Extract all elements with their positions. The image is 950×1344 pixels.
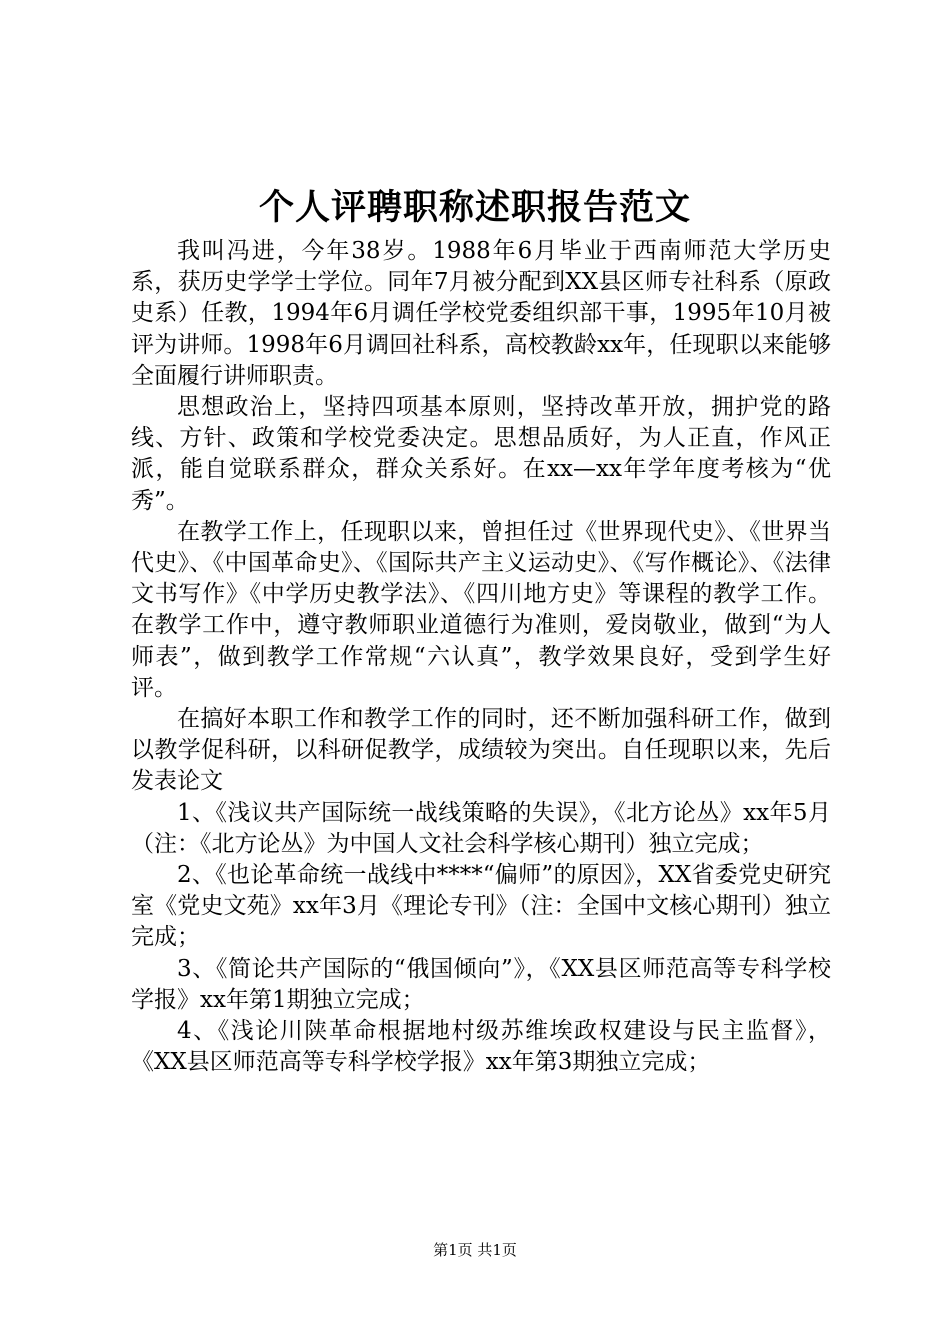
document-body xyxy=(131,236,831,1078)
paper-item-2: 2、《也论革命统一战线中****“偏师”的原因》，XX省委党史研究室《党史文苑》xx年3月《理论专刊》（注：全国中文核心期刊）独立完成； xyxy=(131,862,831,951)
paragraph-intro: 我叫冯进，今年38岁。1988年6月毕业于西南师范大学历史系，获历史学学士学位。同年7月被分配到XX县区师专社科系（原政史系）任教，1994年6月调任学校党委组织部干事，1995年10月被评为讲师。1998年6月调回社科系，高校教龄xx年，任现职以来能够全面履行讲师职责。 xyxy=(131,238,831,389)
document-title: 个人评聘职称述职报告范文 xyxy=(258,187,691,228)
page-footer: 第1页 共1页 xyxy=(433,1241,517,1259)
paragraph-research: 在搞好本职工作和教学工作的同时，还不断加强科研工作，做到以教学促科研，以科研促教学，成绩较为突出。自任现职以来，先后发表论文 xyxy=(131,706,831,795)
paragraph-political: 思想政治上，坚持四项基本原则，坚持改革开放，拥护党的路线、方针、政策和学校党委决定。思想品质好，为人正直，作风正派，能自觉联系群众，群众关系好。在xx—xx年学年度考核为“优秀”。 xyxy=(131,394,831,514)
paper-item-3: 3、《简论共产国际的“俄国倾向”》，《XX县区师范高等专科学校学报》xx年第1期独立完成； xyxy=(131,955,831,1013)
paragraph-teaching: 在教学工作上，任现职以来，曾担任过《世界现代史》、《世界当代史》、《中国革命史》、《国际共产主义运动史》、《写作概论》、《法律文书写作》《中学历史教学法》、《四川地方史》等课程的教学工作。在教学工作中，遵守教师职业道德行为准则，爱岗敬业，做到“为人师表”，做到教学工作常规“六认真”，教学效果良好，受到学生好评。 xyxy=(131,518,831,701)
paper-item-1: 1、《浅议共产国际统一战线策略的失误》，《北方论丛》xx年5月（注：《北方论丛》为中国人文社会科学核心期刊）独立完成； xyxy=(131,799,831,857)
paper-item-4: 4、《浅论川陕革命根据地村级苏维埃政权建设与民主监督》，《XX县区师范高等专科学校学报》xx年第3期独立完成； xyxy=(131,1018,831,1076)
